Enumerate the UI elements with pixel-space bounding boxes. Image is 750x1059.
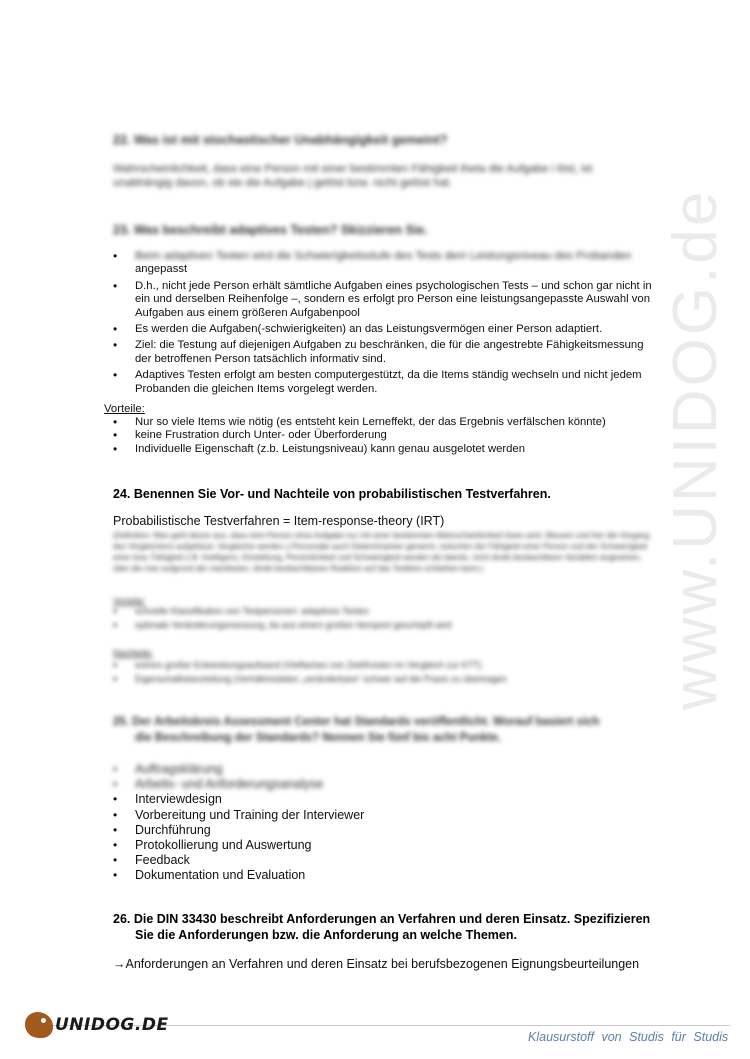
question-22-answer: Wahrscheinlichkeit, dass eine Person mit einer bestimmten Fähigkeit theta die Aufgabe i löst, ist unabhängig davon, ob sie die Aufgabe j gelöst bzw. nicht gelöst hat. — [113, 163, 593, 189]
list-item: • keine Frustration durch Unter- oder Überforderung — [113, 429, 658, 442]
list-item: • Nur so viele Items wie nötig (es entsteht kein Lerneffekt, der das Ergebnis verfälschen könnte) — [113, 416, 658, 429]
q24-vorteile-list — [113, 605, 658, 633]
list-item: • Eigenschaftsbeurteilung (Verhältnisdaten „veränderbare“ schwer auf die Praxis zu übertragen — [113, 673, 658, 685]
list-item: • Arbeits- und Anforderungsanalyse — [113, 777, 658, 792]
question-26-answer: →Anforderungen an Verfahren und deren Einsatz bei berufsbezogenen Eignungsbeurteilungen — [113, 957, 640, 971]
logo-text: UNIDOG.DE — [55, 1015, 169, 1035]
question-24-title: 24. Benennen Sie Vor- und Nachteile von probabilistischen Testverfahren. — [113, 487, 551, 501]
list-item: • Dokumentation und Evaluation — [113, 868, 658, 883]
list-item: • schnelle Klassifikation von Testpersonen: adaptives Testen — [113, 605, 658, 617]
list-item: • optimale Veränderungsmessung, da aus einem großen Itempool geschöpft wird — [113, 619, 658, 631]
question-22-title: 22. Was ist mit stochastischer Unabhängigkeit gemeint? — [113, 133, 448, 147]
watermark: www.UNIDOG.de — [661, 188, 730, 710]
unidog-logo — [25, 1012, 169, 1038]
q24-vorteile-label: Vorteile: — [113, 596, 146, 606]
list-item: • Interviewdesign — [113, 792, 658, 807]
list-item: • Beim adaptiven Testen wird die Schwierigkeitsstufe des Tests dem Leistungsniveau des Probanden angepasst — [113, 250, 658, 277]
list-item: • Feedback — [113, 853, 658, 868]
question-26-title-line2: Sie die Anforderungen bzw. die Anforderung an welche Themen. — [135, 928, 517, 942]
arrow-icon: → — [113, 957, 126, 971]
question-23-title: 23. Was beschreibt adaptives Testen? Skizzieren Sie. — [113, 223, 428, 237]
list-item: • Protokollierung und Auswertung — [113, 838, 658, 853]
question-25-list — [113, 762, 658, 884]
list-item: • Durchführung — [113, 823, 658, 838]
list-item: • D.h., nicht jede Person erhält sämtliche Aufgaben eines psychologischen Tests – und schon gar nicht in ein und derselben Reihenfolge –, sondern es erfolgt pro Person eine leistungsangepasste Auswahl von Aufgaben aus einem größeren Aufgabenpool — [113, 280, 658, 320]
question-24-definition: (Definition: Man geht davon aus, dass eine Person ohne Aufgabe nur mit einer bestimmten Wahrscheinlichkeit lösen wird. Messen und hier die Vorgang des Vergleichens aufgefasst. Vergleiche werden z.Personalie auch Determinanten genannt, zwischen der Fähigkeit einer Person und der Schwierigkeit einer bzw. Fähigkeit z.B. Intelligenz, Einstellung, Persönlichkeit und Schwierigkeit werden als latente, nicht direkt beobachtbare Variablen angesehen, über die man aufgrund der manifesten, direkt beobachtbaren Reaktion auf das Testitem schließen kann.) — [113, 531, 650, 573]
list-item: • Auftragsklärung — [113, 762, 658, 777]
question-26-title-line1: 26. Die DIN 33430 beschreibt Anforderungen an Verfahren und deren Einsatz. Spezifizieren — [113, 912, 651, 926]
list-item: • extrem großer Entwicklungsaufwand (Vielfaches von Zeit/Kosten im Vergleich zur KTT) — [113, 659, 658, 671]
vorteile-list — [113, 416, 658, 456]
list-item: • Es werden die Aufgaben(-schwierigkeiten) an das Leistungsvermögen einer Person adaptiert. — [113, 323, 658, 336]
blurred-text: • Beim adaptiven Testen wird die Schwierigkeitsstufe des Tests dem Leistungsniveau des Probanden — [135, 250, 632, 262]
list-item: • Ziel: die Testung auf diejenigen Aufgaben zu beschränken, die für die angestrebte Fähigkeitsmessung der betroffenen Person tatsächlich informativ sind. — [113, 339, 658, 366]
footer-slogan: Klausurstoff von Studis für Studis — [528, 1030, 729, 1044]
question-25-title-line2: die Beschreibung der Standards? Nennen Sie fünf bis acht Punkte. — [135, 732, 502, 744]
list-item: • Vorbereitung und Training der Interviewer — [113, 808, 658, 823]
list-item: • Individuelle Eigenschaft (z.b. Leistungsniveau) kann genau ausgelotet werden — [113, 443, 658, 456]
question-23-bullets — [113, 250, 658, 399]
q24-nachteile-list — [113, 659, 658, 687]
dog-icon — [25, 1012, 53, 1038]
question-25-title-line1: 25. Der Arbeitskreis Assessment Center hat Standards veröffentlicht. Worauf basiert sich — [113, 716, 600, 728]
vorteile-label: Vorteile: — [104, 403, 145, 415]
list-item: • Adaptives Testen erfolgt am besten computergestützt, da die Items ständig wechseln und nicht jedem Probanden die gleichen Items vorgelegt werden. — [113, 369, 658, 396]
question-24-subtitle: Probabilistische Testverfahren = Item-response-theory (IRT) — [113, 514, 445, 528]
q24-nachteile-label: Nachteile: — [113, 648, 154, 658]
